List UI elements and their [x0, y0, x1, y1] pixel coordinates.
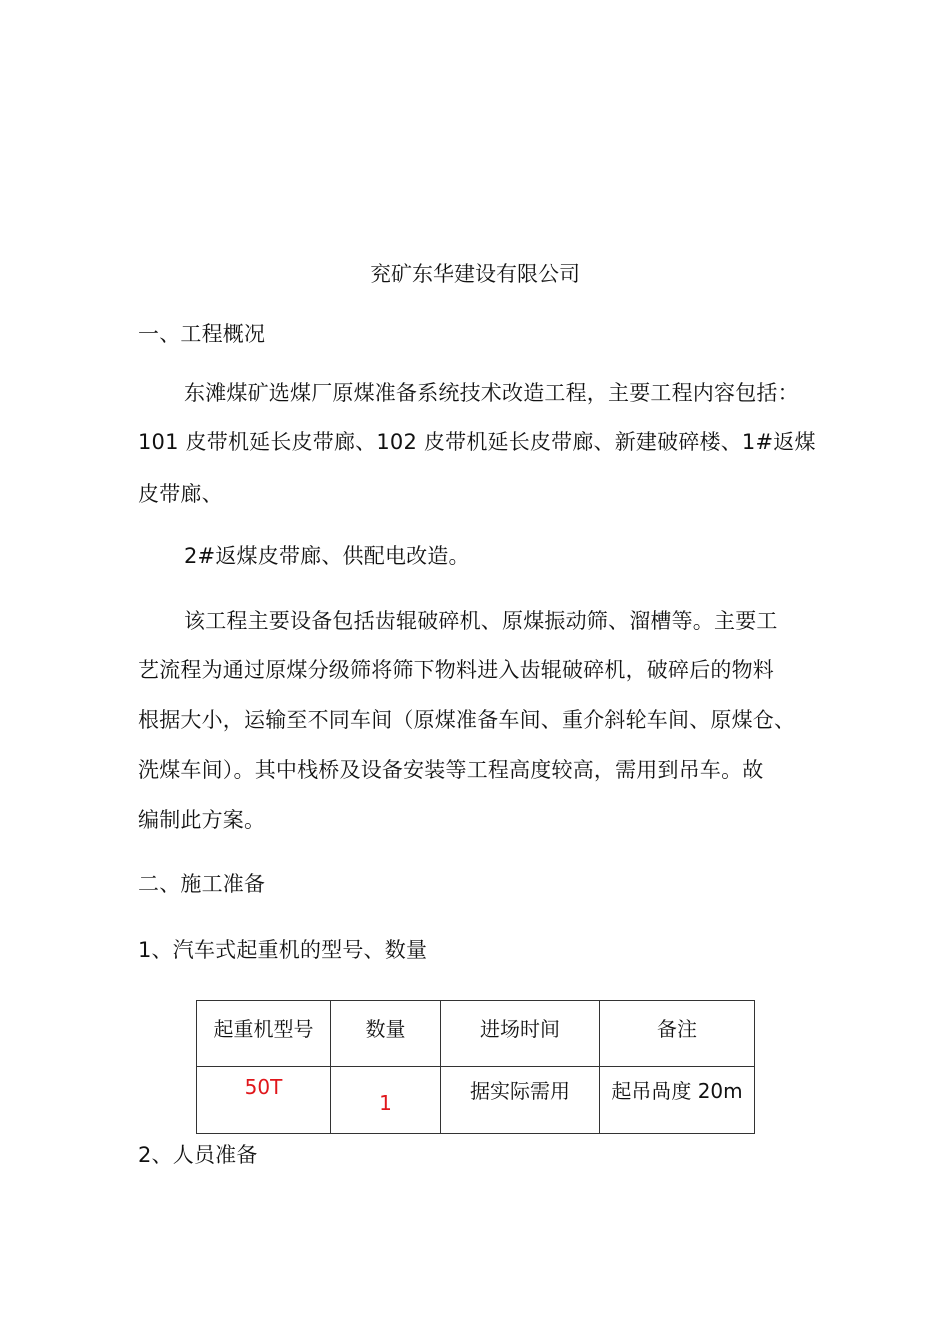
section1-heading: 一、工程概况 — [138, 322, 266, 346]
table-header-cell: 数量 — [331, 1001, 441, 1067]
section1-para1-line1: 东滩煤矿选煤厂原煤准备系统技术改造工程，主要工程内容包括： — [184, 381, 799, 405]
section1-para1-line2: 101 皮带机延长皮带廊、102 皮带机延长皮带廊、新建破碎楼、1#返煤 — [138, 430, 816, 454]
section1-para3-line3: 根据大小，运输至不同车间（原煤准备车间、重介斜轮车间、原煤仓、 — [138, 708, 796, 732]
table-header-cell: 进场时间 — [441, 1001, 600, 1067]
section1-para3-line2: 艺流程为通过原煤分级筛将筛下物料进入齿辊破碎机，破碎后的物料 — [138, 658, 774, 682]
section1-para3-line1: 该工程主要设备包括齿辊破碎机、原煤振动筛、溜槽等。主要工 — [184, 609, 778, 633]
table-cell-quantity: 1 — [331, 1067, 441, 1134]
section1-para3-line4: 洗煤车间）。其中栈桥及设备安装等工程高度较高，需用到吊车。故 — [138, 758, 764, 782]
table-row — [197, 1067, 755, 1134]
section2-sub2: 2、人员准备 — [138, 1143, 258, 1167]
section1-para2: 2#返煤皮带廊、供配电改造。 — [184, 544, 470, 568]
section2-sub1: 1、汽车式起重机的型号、数量 — [138, 938, 428, 962]
table-cell-model: 50T — [197, 1067, 331, 1134]
section1-para1-line3: 皮带廊、 — [138, 482, 223, 506]
table-cell-remark: 起吊咼度 20m — [600, 1067, 755, 1134]
company-title: 兖矿东华建设有限公司 — [370, 262, 580, 286]
section1-para3-line5: 编制此方案。 — [138, 808, 266, 832]
table-header-cell: 备注 — [600, 1001, 755, 1067]
table-cell-entry-time: 据实际需用 — [441, 1067, 600, 1134]
section2-heading: 二、施工准备 — [138, 872, 266, 896]
table-header-cell: 起重机型号 — [197, 1001, 331, 1067]
table-header-row — [197, 1001, 755, 1067]
crane-table — [196, 1000, 755, 1134]
